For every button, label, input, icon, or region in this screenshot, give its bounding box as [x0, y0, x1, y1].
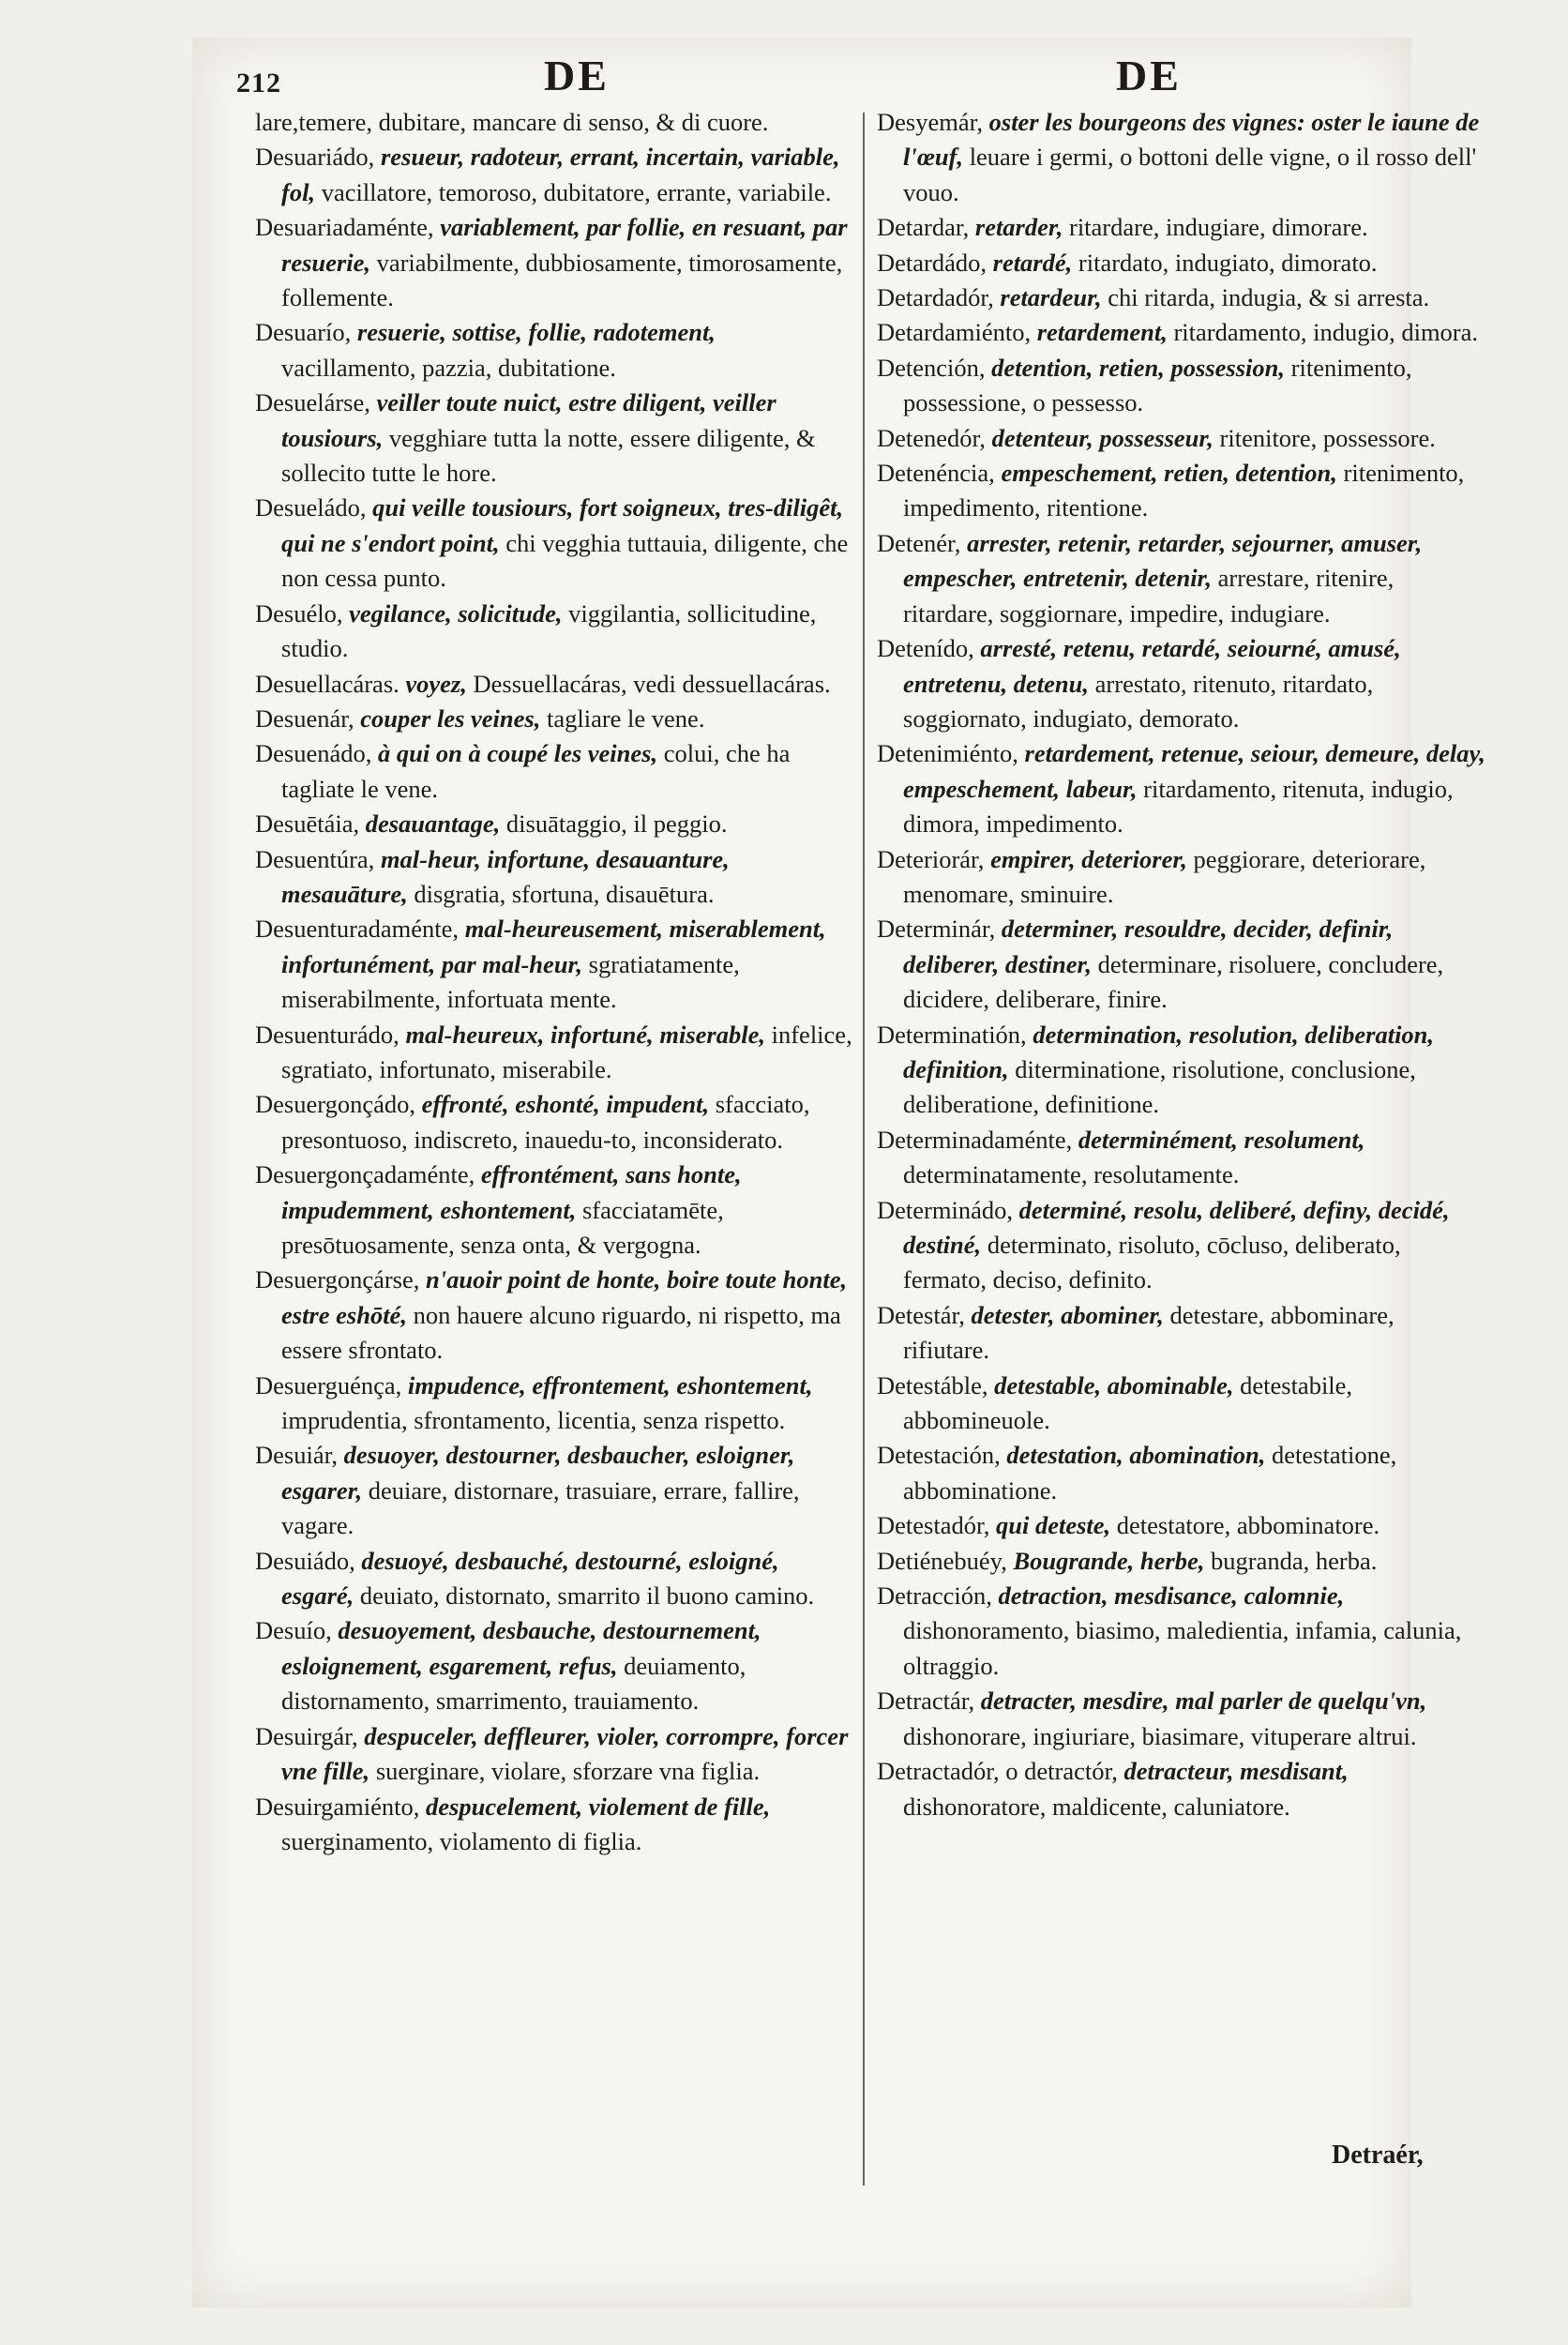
dictionary-entry: [877, 280, 1486, 315]
entry-text: Desuélo,: [255, 598, 350, 628]
french-gloss: desuoyer, destourner, desbaucher, esloigner, esgarer,: [281, 1441, 795, 1505]
french-gloss: couper les veines,: [360, 704, 541, 733]
entry-text: leuare i germi, o bottoni delle vigne, o il rosso dell' vouo.: [903, 143, 1477, 206]
dictionary-entry: [255, 702, 855, 736]
entry-text: deuiamento, distornamento, smarrimento, trauiamento.: [281, 1651, 746, 1716]
dictionary-entry: [255, 105, 855, 140]
dictionary-entry: [255, 597, 855, 667]
entry-text: Detardamiénto,: [877, 318, 1037, 347]
entry-text: determinato, risoluto, cōcluso, deliberato, fermato, deciso, definito.: [903, 1231, 1401, 1294]
dictionary-entry: [877, 456, 1486, 526]
entry-text: Desuerguénça,: [255, 1370, 408, 1399]
entry-text: Desuentúra,: [255, 844, 381, 873]
entry-text: dishonoratore, maldicente, caluniatore.: [903, 1792, 1290, 1821]
dictionary-entry: [255, 667, 855, 702]
french-gloss: retardement,: [1036, 318, 1168, 347]
entry-text: Desuenturadaménte,: [255, 915, 465, 944]
french-gloss: despuceler, deffleurer, violer, corrompre, forcer vne fille,: [281, 1721, 849, 1786]
entry-text: Desuenturádo,: [255, 1020, 406, 1049]
entry-text: determinare, risoluere, concludere, dicidere, deliberare, finire.: [903, 949, 1444, 1014]
entry-text: Detenedór,: [877, 423, 992, 452]
entry-text: Detracción,: [877, 1581, 999, 1611]
french-gloss: desauantage,: [365, 809, 501, 839]
dictionary-entry: [255, 807, 855, 841]
entry-text: Desuenádo,: [255, 739, 378, 768]
entry-text: Desuarío,: [255, 318, 357, 347]
entry-text: sfacciato, presontuoso, indiscreto, inauedu-to, inconsiderato.: [281, 1090, 810, 1154]
entry-text: Dessuellacáras, vedi dessuellacáras.: [466, 669, 831, 698]
french-gloss: resuerie, sottise, follie, radotement,: [356, 318, 716, 347]
dictionary-entry: [255, 912, 855, 1017]
french-gloss: vegilance, solicitude,: [349, 598, 563, 628]
entry-text: Desueládo,: [255, 493, 373, 522]
dictionary-entry: [877, 1193, 1486, 1298]
dictionary-entry: [877, 526, 1486, 631]
dictionary-entry: [255, 386, 855, 491]
running-head-right: DE: [1116, 52, 1182, 99]
entry-text: Desuío,: [255, 1616, 339, 1645]
dictionary-entry: [255, 1719, 855, 1790]
page-number: 212: [236, 68, 281, 98]
dictionary-entry: [877, 315, 1486, 350]
french-gloss: variablement, par follie, en resuant, par resuerie,: [281, 213, 848, 277]
entry-text: chi ritarda, indugia, & si arresta.: [1101, 283, 1430, 312]
french-gloss: arrester, retenir, retarder, sejourner, amuser, empescher, entretenir, detenir,: [903, 528, 1423, 593]
french-gloss: retardeur,: [1000, 283, 1102, 312]
entry-text: sfacciatamēte, presōtuosamente, senza onta, & vergogna.: [281, 1195, 724, 1259]
french-gloss: detraction, mesdisance, calomnie,: [998, 1581, 1345, 1611]
french-gloss: empeschement, retien, detention,: [1001, 459, 1337, 488]
entry-text: Detestadór,: [877, 1511, 996, 1540]
french-gloss: mal-heur, infortune, desauanture, mesauāture,: [281, 844, 730, 908]
entry-text: ritardato, indugiato, dimorato.: [1072, 248, 1378, 277]
dictionary-entry: [255, 1018, 855, 1088]
dictionary-entry: [877, 246, 1486, 280]
entry-text: disuātaggio, il peggio.: [500, 809, 728, 839]
entry-text: non hauere alcuno riguardo, ni rispetto, ma essere sfrontato.: [281, 1300, 841, 1365]
dictionary-entry: [255, 736, 855, 807]
entry-text: Desuirgamiénto,: [255, 1792, 427, 1821]
page-header: [234, 49, 1397, 105]
entry-text: ritenitore, possessore.: [1213, 423, 1436, 452]
entry-text: arrestato, ritenuto, ritardato, soggiornato, indugiato, demorato.: [903, 669, 1374, 733]
french-gloss: detention, retien, possession,: [991, 353, 1286, 382]
entry-text: Detardar,: [877, 213, 975, 242]
entry-text: arrestare, ritenire, ritardare, soggiornare, impedire, indugiare.: [903, 564, 1395, 628]
entry-text: Detención,: [877, 353, 992, 382]
dictionary-entry: [877, 1018, 1486, 1123]
right-column: [877, 105, 1486, 1824]
entry-text: deuiare, distornare, trasuiare, errare, fallire, vagare.: [281, 1475, 800, 1540]
entry-text: Detenimiénto,: [877, 739, 1025, 768]
dictionary-entry: [877, 631, 1486, 736]
entry-text: determinatamente, resolutamente.: [903, 1160, 1240, 1189]
entry-text: ritardamento, ritenuta, indugio, dimora, impedimento.: [903, 774, 1454, 839]
dictionary-entry: [877, 1684, 1486, 1754]
dictionary-entry: [255, 1157, 855, 1263]
french-gloss: arresté, retenu, retardé, seiourné, amusé, entretenu, detenu,: [903, 634, 1401, 698]
entry-text: infelice, sgratiato, infortunato, miserabile.: [281, 1020, 852, 1083]
french-gloss: determiné, resolu, deliberé, definy, decidé, destiné,: [903, 1195, 1450, 1259]
dictionary-entry: [255, 140, 855, 210]
entry-text: Detestár,: [877, 1300, 972, 1329]
entry-text: ritardare, indugiare, dimorare.: [1063, 213, 1368, 242]
dictionary-entry: [877, 421, 1486, 456]
entry-text: Detractár,: [877, 1687, 981, 1716]
french-gloss: detracter, mesdire, mal parler de quelqu'vn,: [980, 1687, 1427, 1716]
dictionary-entry: [255, 1263, 855, 1368]
entry-text: vegghiare tutta la notte, essere diligente, & sollecito tutte le hore.: [281, 423, 816, 488]
entry-text: Desuariadaménte,: [255, 213, 441, 242]
entry-text: detestabile, abbomineuole.: [903, 1370, 1353, 1435]
french-gloss: resueur, radoteur, errant, incertain, variable, fol,: [281, 143, 840, 206]
entry-text: ritenimento, possessione, o pessesso.: [903, 353, 1412, 417]
dictionary-entry: [255, 842, 855, 913]
french-gloss: desuoyé, desbauché, destourné, esloigné, esgaré,: [281, 1546, 779, 1611]
entry-text: tagliare le vene.: [540, 704, 705, 733]
entry-text: detestatione, abbominatione.: [903, 1441, 1397, 1505]
dictionary-entry: [255, 491, 855, 596]
entry-text: suerginamento, violamento di figlia.: [281, 1826, 642, 1855]
entry-text: diterminatione, risolutione, conclusione, deliberatione, definitione.: [903, 1054, 1416, 1119]
entry-text: Determinádo,: [877, 1195, 1019, 1224]
entry-text: Detenér,: [877, 528, 968, 557]
entry-text: viggilantia, sollicitudine, studio.: [281, 598, 817, 663]
french-gloss: detester, abominer,: [971, 1300, 1164, 1329]
french-gloss: à qui on à coupé les veines,: [378, 739, 658, 768]
entry-text: Detiénebuéy,: [877, 1546, 1014, 1575]
entry-text: Desyemár,: [877, 108, 989, 136]
entry-text: Desuariádo,: [255, 143, 381, 172]
french-gloss: detracteur, mesdisant,: [1123, 1757, 1349, 1786]
french-gloss: determination, resolution, deliberation, definition,: [903, 1020, 1435, 1083]
entry-text: dishonorare, ingiuriare, biasimare, vituperare altrui.: [903, 1721, 1417, 1750]
dictionary-entry: [255, 1087, 855, 1157]
dictionary-entry: [255, 1438, 855, 1543]
entry-text: ritardamento, indugio, dimora.: [1167, 318, 1479, 347]
french-gloss: mal-heureusement, miserablement, infortunément, par mal-heur,: [281, 915, 826, 978]
entry-text: Detardádo,: [877, 248, 993, 277]
french-gloss: determinément, resolument,: [1078, 1125, 1365, 1154]
french-gloss: voyez,: [405, 669, 467, 698]
entry-text: chi vegghia tuttauia, diligente, che non cessa punto.: [281, 528, 849, 593]
left-column: [255, 105, 855, 1859]
entry-text: detestare, abbominare, rifiutare.: [903, 1300, 1395, 1365]
entry-text: ritenimento, impedimento, ritentione.: [903, 459, 1465, 522]
dictionary-entry: [877, 912, 1486, 1017]
entry-text: Desuētáia,: [255, 809, 366, 839]
french-gloss: veiller toute nuict, estre diligent, veiller tousiours,: [281, 388, 776, 452]
entry-text: Determinár,: [877, 915, 1002, 944]
entry-text: Desuergonçárse,: [255, 1265, 426, 1294]
catchword: Detraér,: [1332, 2141, 1424, 2170]
dictionary-entry: [255, 1790, 855, 1860]
french-gloss: oster les bourgeons des vignes: oster le iaune de l'œuf,: [903, 108, 1480, 172]
french-gloss: qui deteste,: [995, 1511, 1111, 1540]
french-gloss: effrontément, sans honte, impudemment, eshontement,: [281, 1160, 742, 1224]
entry-text: Detractadór, o detractór,: [877, 1757, 1124, 1786]
dictionary-entry: [877, 1438, 1486, 1508]
dictionary-entry: [877, 210, 1486, 245]
entry-text: Detestación,: [877, 1441, 1007, 1470]
dictionary-entry: [877, 1544, 1486, 1579]
french-gloss: retardé,: [992, 248, 1073, 277]
french-gloss: detenteur, possesseur,: [991, 423, 1214, 452]
entry-text: suerginare, violare, sforzare vna figlia.: [369, 1757, 761, 1786]
french-gloss: Bougrande, herbe,: [1013, 1546, 1205, 1575]
running-head-left: DE: [544, 52, 610, 99]
entry-text: Determinadaménte,: [877, 1125, 1078, 1154]
french-gloss: qui veille tousiours, fort soigneux, tres-diligêt, qui ne s'endort point,: [281, 493, 844, 557]
entry-text: dishonoramento, biasimo, maledientia, infamia, calunia, oltraggio.: [903, 1616, 1462, 1680]
entry-text: colui, che ha tagliate le vene.: [281, 739, 791, 803]
dictionary-entry: [255, 1613, 855, 1718]
french-gloss: retardement, retenue, seiour, demeure, delay, empeschement, labeur,: [903, 739, 1485, 803]
entry-text: bugranda, herba.: [1204, 1546, 1378, 1575]
entry-text: Desuiár,: [255, 1441, 344, 1470]
entry-text: sgratiatamente, miserabilmente, infortuata mente.: [281, 949, 740, 1014]
entry-text: disgratia, sfortuna, disauētura.: [407, 879, 715, 908]
dictionary-entry: [877, 1579, 1486, 1684]
dictionary-entry: [877, 736, 1486, 841]
entry-text: variabilmente, dubbiosamente, timorosamente, follemente.: [281, 248, 843, 312]
dictionary-entry: [877, 1369, 1486, 1439]
entry-text: Detenído,: [877, 634, 981, 663]
entry-text: Deteriorár,: [877, 844, 991, 873]
entry-text: lare,temere, dubitare, mancare di senso, & di cuore.: [255, 108, 769, 136]
dictionary-entry: [877, 351, 1486, 421]
dictionary-entry: [255, 210, 855, 315]
dictionary-entry: [877, 842, 1486, 913]
french-gloss: despucelement, violement de fille,: [426, 1792, 771, 1821]
dictionary-entry: [255, 315, 855, 386]
dictionary-entry: [255, 1369, 855, 1439]
french-gloss: desuoyement, desbauche, destournement, esloignement, esgarement, refus,: [281, 1616, 761, 1680]
entry-text: deuiato, distornato, smarrito il buono camino.: [354, 1581, 815, 1611]
french-gloss: effronté, eshonté, impudent,: [421, 1090, 710, 1119]
french-gloss: mal-heureux, infortuné, miserable,: [405, 1020, 765, 1049]
entry-text: Detenéncia,: [877, 459, 1002, 488]
french-gloss: detestable, abominable,: [994, 1370, 1234, 1399]
entry-text: vacillatore, temoroso, dubitatore, errante, variabile.: [315, 177, 832, 206]
entry-text: Desuelárse,: [255, 388, 377, 417]
entry-text: Determinatión,: [877, 1020, 1033, 1049]
entry-text: imprudentia, sfrontamento, licentia, senza rispetto.: [281, 1406, 786, 1435]
entry-text: detestatore, abbominatore.: [1110, 1511, 1380, 1540]
dictionary-entry: [877, 105, 1486, 210]
dictionary-entry: [877, 1298, 1486, 1369]
entry-text: Desuiádo,: [255, 1546, 362, 1575]
entry-text: Desuenár,: [255, 704, 361, 733]
entry-text: Desuergonçadaménte,: [255, 1160, 481, 1189]
dictionary-entry: [877, 1508, 1486, 1543]
dictionary-entry: [877, 1754, 1486, 1824]
french-gloss: impudence, effrontement, eshontement,: [407, 1370, 813, 1399]
entry-text: Desuergonçádo,: [255, 1090, 422, 1119]
french-gloss: n'auoir point de honte, boire toute honte, estre eshōté,: [281, 1265, 848, 1329]
entry-text: Detardadór,: [877, 283, 1001, 312]
entry-text: Desuellacáras.: [255, 669, 406, 698]
column-divider: [863, 113, 865, 2186]
entry-text: Desuirgár,: [255, 1721, 365, 1750]
french-gloss: determiner, resouldre, decider, definir, deliberer, destiner,: [903, 915, 1394, 978]
french-gloss: detestation, abomination,: [1006, 1441, 1266, 1470]
entry-text: Detestáble,: [877, 1370, 995, 1399]
french-gloss: empirer, deteriorer,: [990, 844, 1187, 873]
entry-text: peggiorare, deteriorare, menomare, sminuire.: [903, 844, 1426, 908]
entry-text: vacillamento, pazzia, dubitatione.: [281, 353, 616, 382]
french-gloss: retarder,: [974, 213, 1063, 242]
dictionary-entry: [877, 1123, 1486, 1193]
dictionary-entry: [255, 1544, 855, 1614]
